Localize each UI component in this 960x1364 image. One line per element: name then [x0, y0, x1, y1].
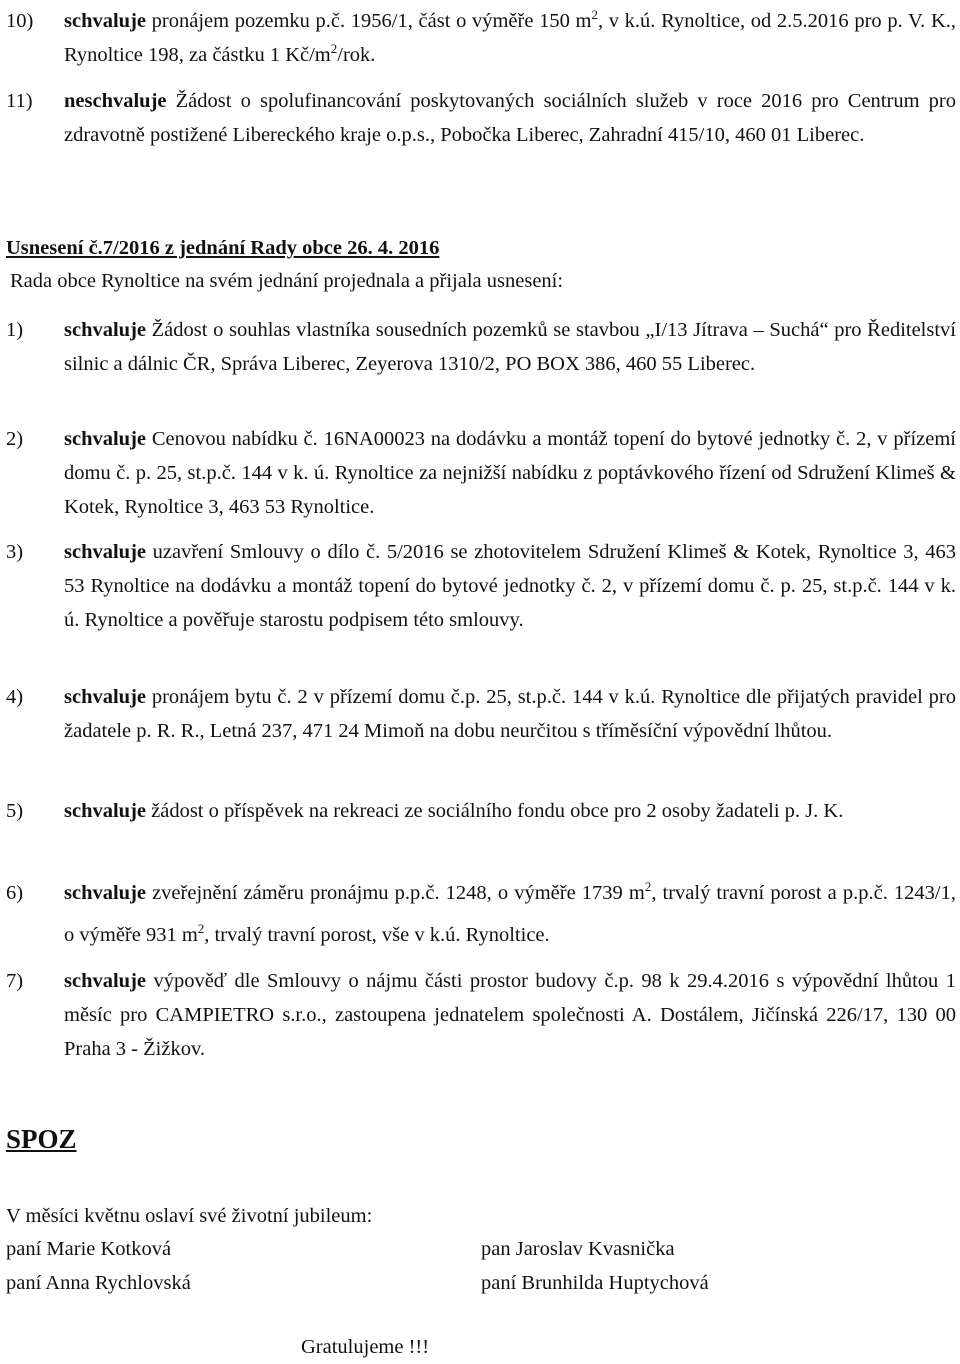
item-verb: schvaluje [64, 10, 146, 32]
closing-greeting: Gratulujeme !!! [301, 1336, 430, 1358]
item-text: schvaluje Cenovou nabídku č. 16NA00023 na dodávku a montáž topení do bytové jednotky č. 2, v přízemí domu č. p. 25, st.p.č. 144 v k. ú. Rynoltice za nejnižší nabídku z poptávkového řízení od Sdružení Klimeš & Kotek, Rynoltice 3, 463 53 Rynoltice. [64, 428, 956, 518]
list-item [6, 964, 956, 1066]
jubilee-column-right [481, 1232, 956, 1300]
item-text: schvaluje žádost o příspěvek na rekreaci ze sociálního fondu obce pro 2 osoby žadateli p. J. K. [64, 800, 844, 822]
list-item [6, 794, 956, 828]
resolution-intro: Rada obce Rynoltice na svém jednání projednala a přijala usnesení: [10, 270, 564, 292]
item-text: schvaluje uzavření Smlouvy o dílo č. 5/2016 se zhotovitelem Sdružení Klimeš & Kotek, Rynoltice 3, 463 53 Rynoltice na dodávku a montáž topení do bytové jednotky č. 2, v přízemí domu č. p. 25, st.p.č. 144 v k. ú. Rynoltice a pověřuje starostu podpisem této smlouvy. [64, 541, 956, 631]
item-verb: schvaluje [64, 882, 146, 904]
section-title: SPOZ [6, 1124, 77, 1154]
item-verb: neschvaluje [64, 90, 167, 112]
item-verb: schvaluje [64, 800, 146, 822]
item-number: 4) [6, 686, 24, 708]
item-number: 2) [6, 428, 24, 450]
item-verb: schvaluje [64, 428, 146, 450]
list-item [6, 313, 956, 381]
item-verb: schvaluje [64, 686, 146, 708]
jubilee-column-left [6, 1232, 481, 1300]
item-text: schvaluje pronájem pozemku p.č. 1956/1, část o výměře 150 $m^2$, v k.ú. Rynoltice, od 2.5.2016 pro p. V. K., Rynoltice 198, za částku 1 $Kč/m^2$/rok. [64, 7, 957, 66]
jubilee-name: paní Brunhilda Huptychová [481, 1272, 709, 1294]
item-text: schvaluje Žádost o souhlas vlastníka sousedních pozemků se stavbou „I/13 Jítrava – Suchá“ pro Ředitelství silnic a dálnic ČR, Správa Liberec, Zeyerova 1310/2, PO BOX 386, 460 55 Liberec. [64, 319, 956, 375]
resolution-heading: Usnesení č.7/2016 z jednání Rady obce 26. 4. 2016 [6, 237, 440, 259]
jubilee-intro: V měsíci květnu oslaví své životní jubileum: [6, 1205, 373, 1227]
item-number: 11) [6, 90, 33, 112]
jubilee-name: paní Anna Rychlovská [6, 1272, 191, 1294]
item-number: 3) [6, 541, 24, 563]
item-verb: schvaluje [64, 541, 146, 563]
list-item [6, 872, 956, 956]
item-text: schvaluje pronájem bytu č. 2 v přízemí domu č.p. 25, st.p.č. 144 v k.ú. Rynoltice dle přijatých pravidel pro žadatele p. R. R., Letná 237, 471 24 Mimoň na dobu neurčitou s tříměsíční výpovědní lhůtou. [64, 686, 956, 742]
item-text: schvaluje zveřejnění záměru pronájmu p.p.č. 1248, o výměře 1739 $m^2$, trvalý travní porost a p.p.č. 1243/1, o výměře 931 $m^2$, trvalý travní porost, vše v k.ú. Rynoltice. [64, 879, 956, 946]
item-number: 6) [6, 882, 24, 904]
item-verb: schvaluje [64, 319, 146, 341]
jubilee-name: pan Jaroslav Kvasnička [481, 1238, 675, 1260]
list-item [6, 422, 956, 524]
item-verb: schvaluje [64, 970, 146, 992]
item-text: neschvaluje Žádost o spolufinancování poskytovaných sociálních služeb v roce 2016 pro Centrum pro zdravotně postižené Libereckého kraje o.p.s., Pobočka Liberec, Zahradní 415/10, 460 01 Liberec. [64, 90, 956, 146]
item-number: 5) [6, 800, 24, 822]
item-number: 7) [6, 970, 24, 992]
list-item [6, 535, 956, 637]
list-item [6, 84, 956, 152]
list-item [6, 680, 956, 748]
jubilee-list [6, 1232, 956, 1300]
item-number: 1) [6, 319, 24, 341]
item-number: 10) [6, 10, 34, 32]
item-text: schvaluje výpověď dle Smlouvy o nájmu části prostor budovy č.p. 98 k 29.4.2016 s výpovědní lhůtou 1 měsíc pro CAMPIETRO s.r.o., zastoupena jednatelem společnosti A. Dostálem, Jičínská 226/17, 130 00 Praha 3 - Žižkov. [64, 970, 956, 1060]
list-item [6, 4, 956, 72]
jubilee-name: paní Marie Kotková [6, 1238, 172, 1260]
